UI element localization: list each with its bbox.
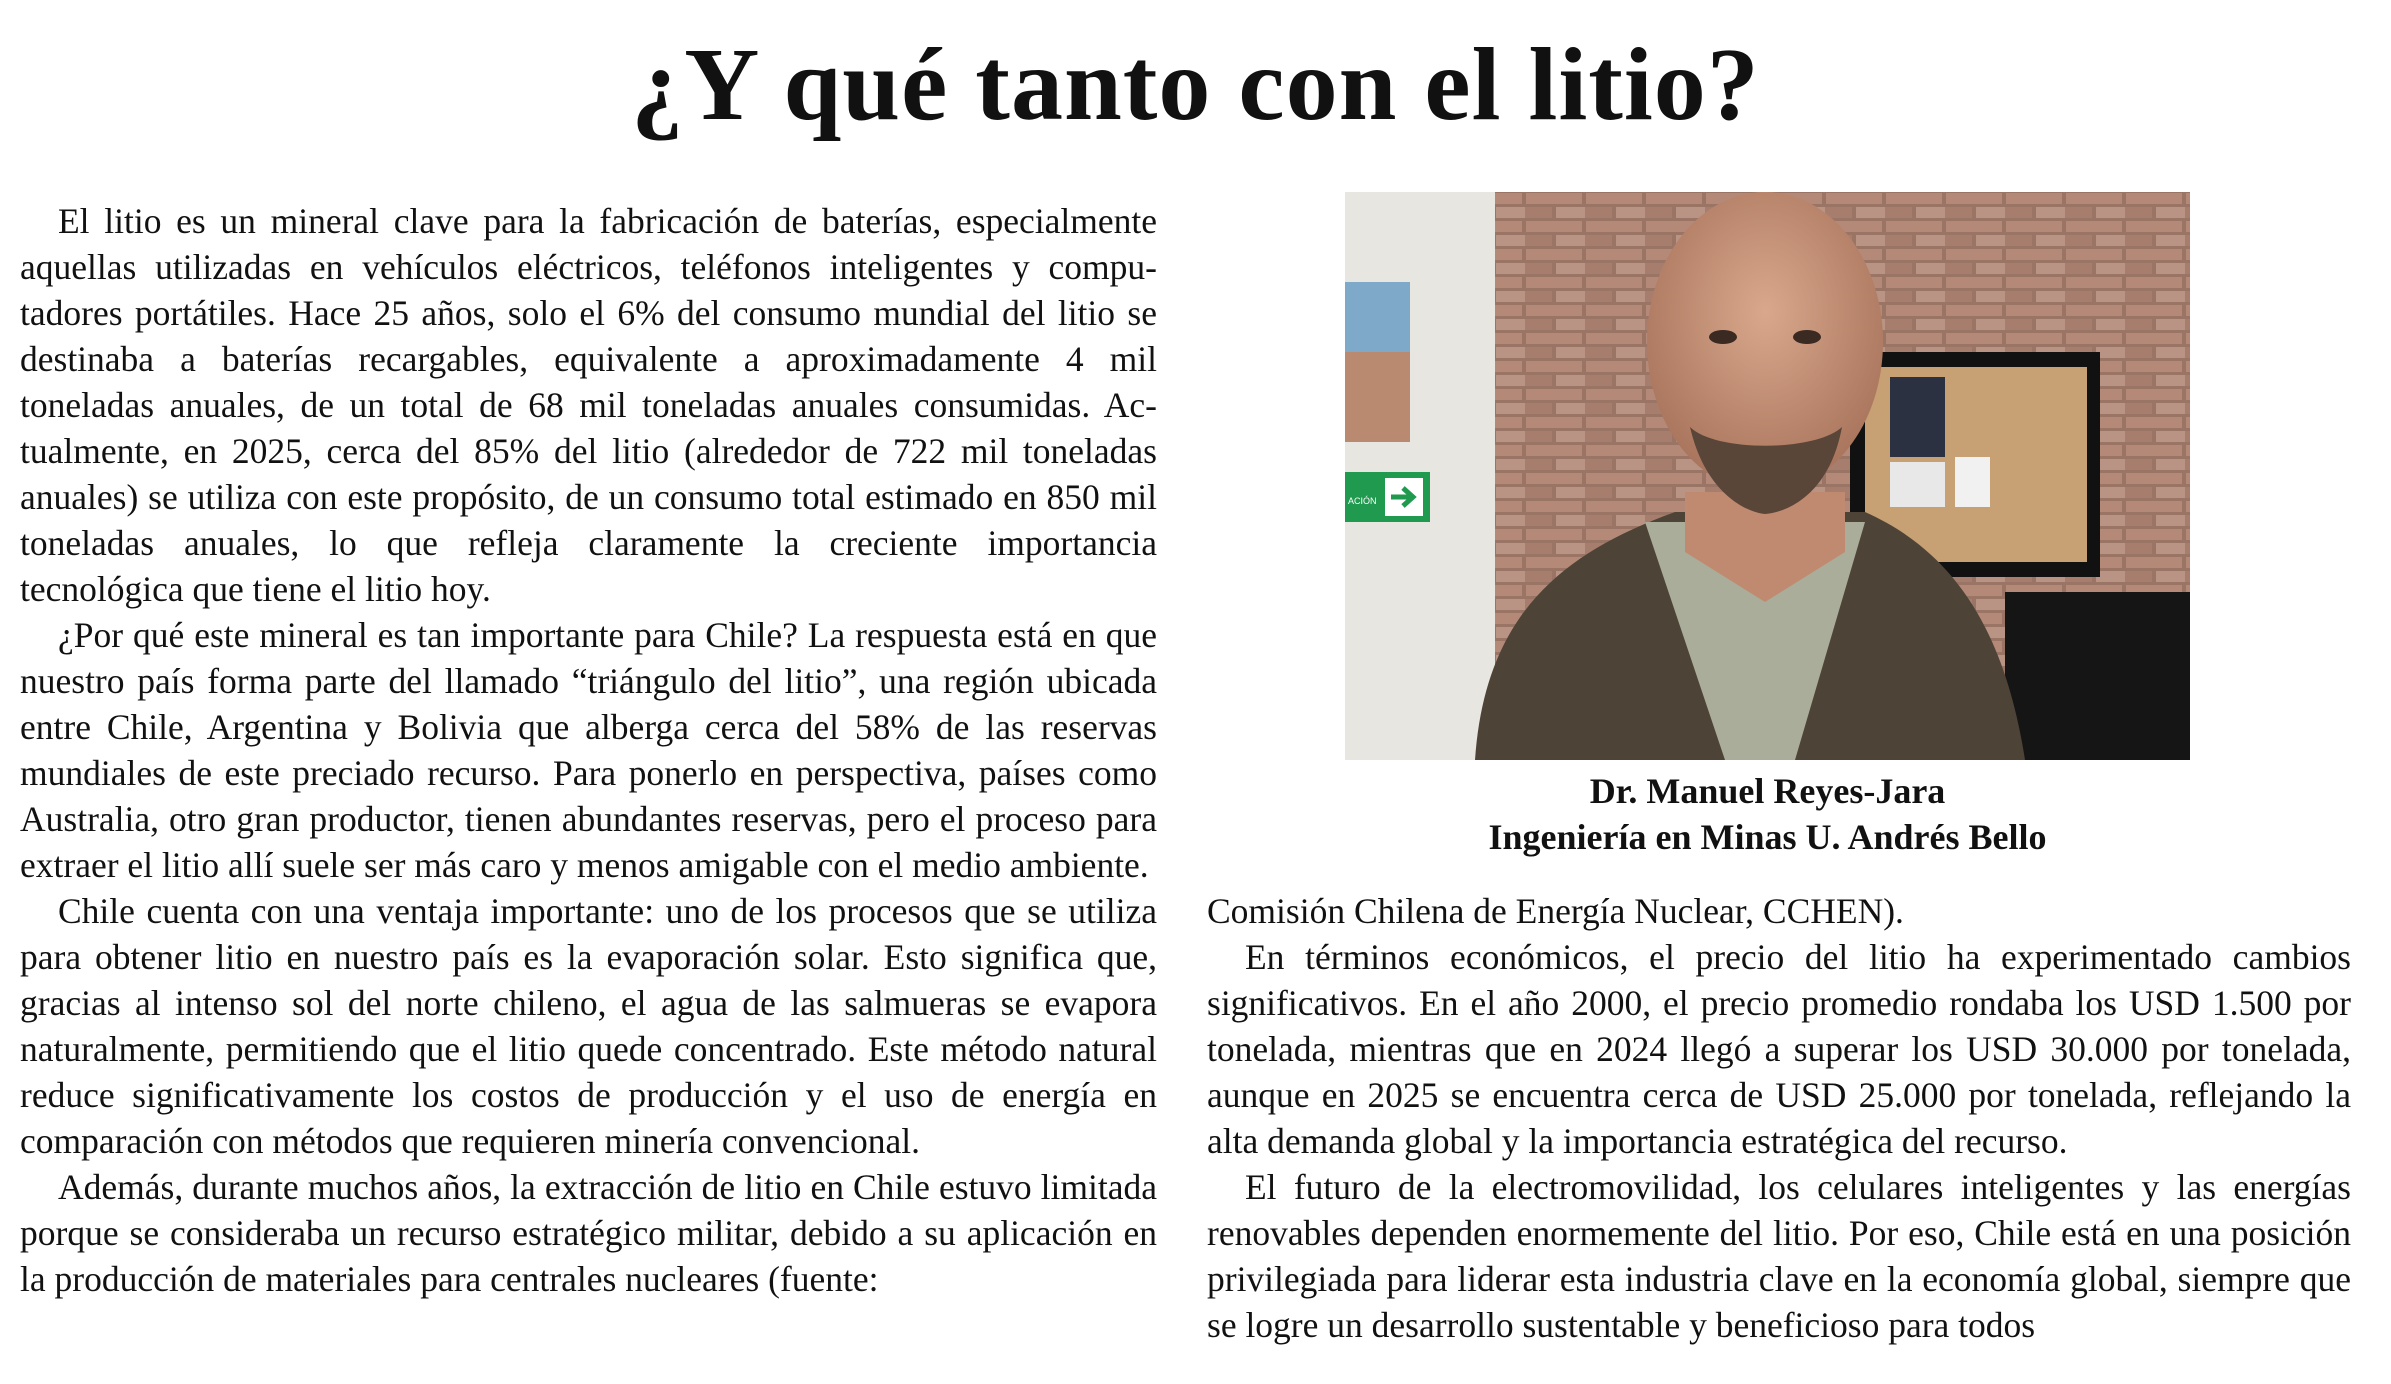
right-column — [1207, 888, 2351, 1348]
left-column — [20, 198, 1157, 1302]
exit-sign-text: ACIÓN — [1348, 496, 1377, 506]
paragraph: ¿Por qué este mineral es tan importante para Chile? La respuesta está en que nuestro país forma parte del llamado “triángulo del litio”, una región ubicada entre Chile, Argentina y Bolivia que alberga cerca del 58% de las reservas mundiales de este preciado recurso. Para ponerlo en perspectiva, países como Australia, otro gran productor, tienen abundantes reservas, pero el proceso para extraer el litio allí suele ser más caro y menos amigable con el medio ambiente. — [20, 615, 1157, 885]
caption-name: Dr. Manuel Reyes-Jara — [1589, 771, 1946, 811]
paragraph: Chile cuenta con una ventaja importante: uno de los procesos que se utiliza para obtener litio en nuestro país es la evaporación solar. Esto significa que, gracias al intenso sol del norte chileno, el agua de las salmueras se evapora naturalmente, permitiendo que el litio quede concentrado. Este método natural reduce significativamente los costos de producción y el uso de energía en comparación con métodos que requieren minería convencional. — [20, 891, 1157, 1161]
paragraph: Además, durante muchos años, la extracción de litio en Chile estuvo limitada porque se consideraba un recurso estratégico militar, debido a su aplicación en la producción de materiales para centrales nucleares (fuente: — [20, 1167, 1157, 1299]
paragraph: El futuro de la electromovilidad, los celulares inteligentes y las energías renovables dependen enormemente del litio. Por eso, Chile está en una posición privilegiada para liderar esta industria clave en la economía global, siempre que se logre un desarrollo sustentable y beneficioso para todos — [1207, 1167, 2351, 1345]
paragraph-continuation: Comisión Chilena de Energía Nuclear, CCHEN). — [1207, 891, 1904, 931]
caption-affiliation: Ingeniería en Minas U. Andrés Bello — [1488, 817, 2047, 857]
article-title: ¿Y qué tanto con el litio? — [631, 27, 1760, 142]
paragraph: El litio es un mineral clave para la fabricación de baterías, especialmente aquellas utilizadas en vehículos eléctricos, teléfonos inteligentes y computadores portátiles. Hace 25 años, solo el 6% del consumo mundial del litio se destinaba a baterías recargables, equivalente a aproximadamente 4 mil toneladas anuales, de un total de 68 mil toneladas anuales consumidas. Actualmente, en 2025, cerca del 85% del litio (alrededor de 722 mil toneladas anuales) se utiliza con este propósito, de un consumo total estimado en 850 mil toneladas anuales, lo que refleja claramente la creciente importancia tecnológica que tiene el litio hoy. — [20, 201, 1157, 609]
photo-caption — [1345, 768, 2190, 860]
paragraph: En términos económicos, el precio del litio ha experimentado cambios significativos. En el año 2000, el precio promedio rondaba los USD 1.500 por tonelada, mientras que en 2024 llegó a superar los USD 30.000 por tonelada, aunque en 2025 se encuentra cerca de USD 25.000 por tonelada, reflejando la alta demanda global y la importancia estratégica del recurso. — [1207, 937, 2351, 1161]
author-photo — [1345, 192, 2190, 760]
